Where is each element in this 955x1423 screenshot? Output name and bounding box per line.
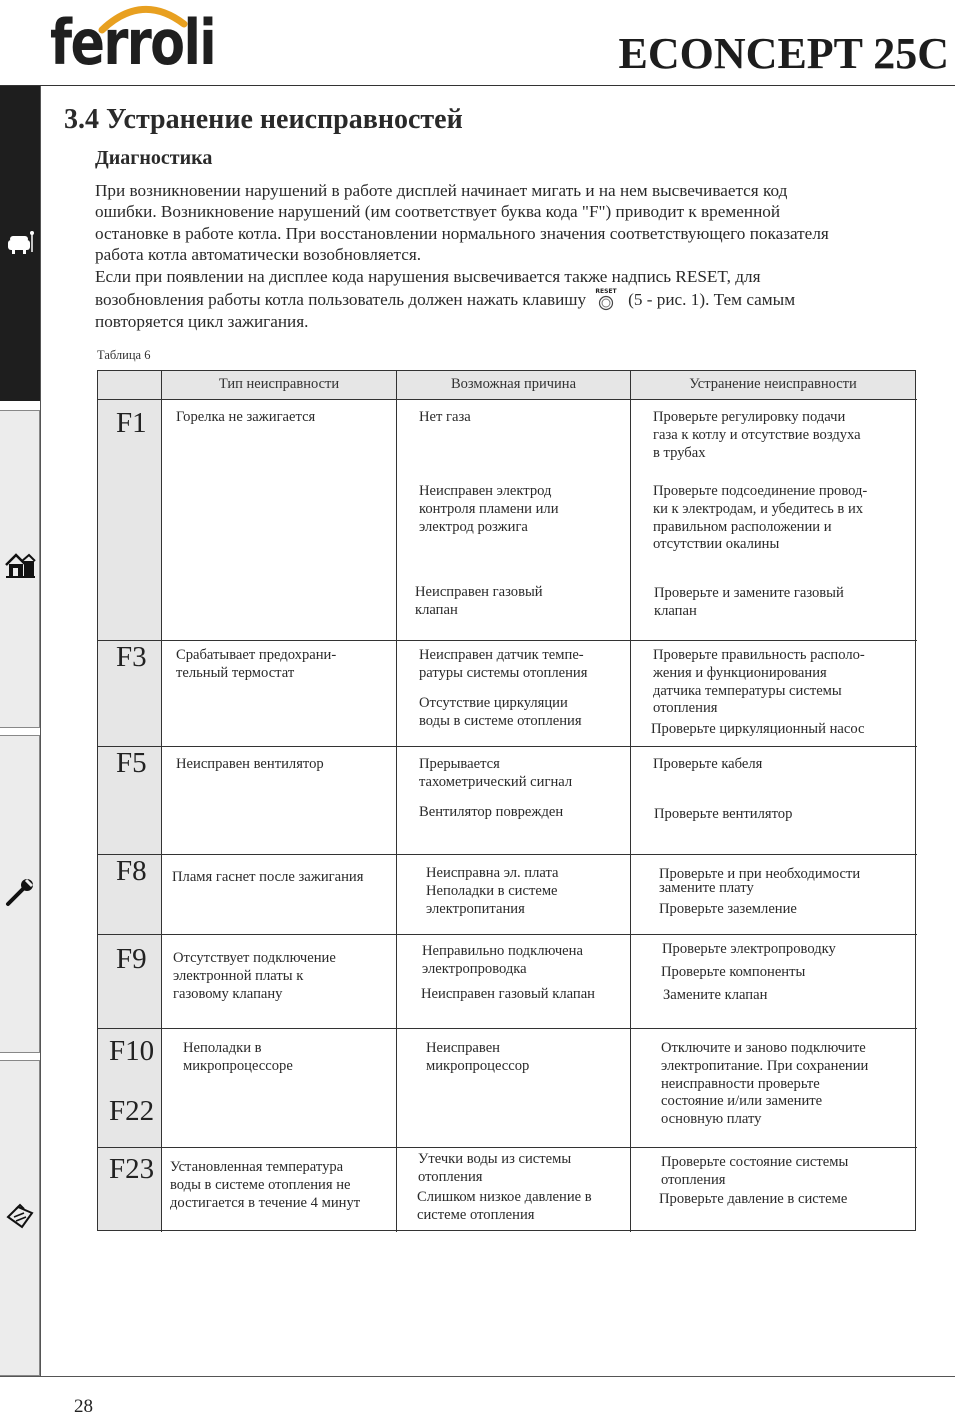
intro-line-part: (5 - рис. 1). Тем самым — [628, 290, 796, 310]
house-tab-icon — [4, 549, 36, 581]
fault-fix: Проверьте и при необходимости замените плату — [659, 866, 861, 896]
fault-code: F9 — [116, 943, 147, 975]
fault-type: Неполадки в микропроцессоре — [183, 1040, 293, 1074]
table-header-blank — [98, 371, 161, 399]
fault-cause: Прерывается тахометрический сигнал — [419, 756, 573, 790]
reset-button-icon — [594, 287, 618, 311]
side-tab-user[interactable] — [0, 86, 40, 401]
intro-line-part: возобновления работы котла пользователь должен нажать клавишу — [95, 290, 587, 310]
fault-code: F10 — [109, 1035, 155, 1067]
intro-line: остановке в работе котла. При восстановлении нормального значения соответствующего показателя — [95, 223, 829, 243]
fault-cause: Неисправен датчик темпе- ратуры системы отопления — [419, 647, 588, 681]
row-divider — [98, 399, 917, 400]
fault-type: Неисправен вентилятор — [176, 756, 324, 772]
ferroli-logo — [50, 0, 220, 82]
col-divider — [396, 371, 397, 1232]
header-divider — [0, 85, 955, 86]
intro-line: повторяется цикл зажигания. — [95, 312, 309, 332]
fault-fix: Замените клапан — [663, 987, 768, 1003]
side-divider — [40, 86, 41, 1376]
table-header-fix: Устранение неисправности — [631, 371, 915, 399]
clipboard-tab-icon — [4, 1199, 36, 1231]
col-divider — [630, 371, 631, 1232]
row-divider — [98, 934, 917, 935]
row-divider — [98, 1147, 917, 1148]
fault-code: F3 — [116, 641, 147, 673]
fault-code: F8 — [116, 855, 147, 887]
fault-type: Пламя гаснет после зажигания — [172, 869, 364, 885]
reset-icon-label: RESET — [595, 288, 617, 296]
section-subtitle: Диагностика — [95, 147, 213, 169]
model-title: ECONCEPT 25C — [618, 29, 949, 78]
fault-code: F22 — [109, 1095, 155, 1127]
fault-fix: Проверьте вентилятор — [654, 806, 793, 822]
fault-cause: Неисправен микропроцессор — [426, 1040, 530, 1074]
intro-line — [95, 287, 940, 311]
fault-cause: Неисправен электрод контроля пламени или электрод розжига — [419, 483, 559, 535]
section-title: 3.4 Устранение неисправностей — [64, 104, 463, 135]
fault-fix: Проверьте и замените газовый клапан — [654, 585, 844, 619]
footer-divider — [0, 1376, 955, 1377]
fault-fix: Проверьте состояние системы отопления — [661, 1154, 849, 1188]
table-header-cause: Возможная причина — [397, 371, 630, 399]
fault-fix: Проверьте циркуляционный насос — [651, 721, 865, 737]
fault-cause: Нет газа — [419, 409, 471, 425]
fault-fix: Проверьте кабеля — [653, 756, 763, 772]
fault-type: Горелка не зажигается — [176, 409, 316, 425]
fault-cause: Неисправна эл. плата Неполадки в системе электропитания — [426, 865, 559, 917]
logo-text: ferroli — [50, 6, 216, 79]
fault-cause: Неисправен газовый клапан — [415, 584, 543, 618]
fault-fix: Отключите и заново подключите электропитание. При сохранении неисправности проверьте состояние и/или замените основную плату — [661, 1040, 869, 1128]
intro-line: работа котла автоматически возобновляется. — [95, 245, 422, 265]
fault-type: Срабатывает предохрани- тельный термостат — [176, 647, 337, 681]
intro-text — [95, 180, 940, 332]
fault-fix: Проверьте давление в системе — [659, 1191, 848, 1207]
fault-cause: Вентилятор поврежден — [419, 804, 564, 820]
fault-cause: Неисправен газовый клапан — [421, 986, 595, 1002]
fault-code: F5 — [116, 747, 147, 779]
fault-type: Отсутствует подключение электронной платы к газовому клапану — [173, 950, 336, 1002]
table-caption: Таблица 6 — [97, 348, 151, 362]
fault-fix: Проверьте электропроводку — [662, 941, 836, 957]
row-divider — [98, 746, 917, 747]
fault-cause: Слишком низкое давление в системе отопления — [417, 1189, 592, 1223]
fault-fix: Проверьте компоненты — [661, 964, 806, 980]
side-tab-house[interactable] — [0, 410, 40, 728]
fault-cause: Неправильно подключена электропроводка — [422, 943, 583, 977]
fault-fix: Проверьте подсоединение провод- ки к электродам, и убедитесь в их правильном расположении и отсутствии окалины — [653, 483, 868, 553]
fault-type: Установленная температура воды в системе отопления не достигается в течение 4 минут — [170, 1159, 361, 1211]
row-divider — [98, 640, 917, 641]
fault-fix: Проверьте заземление — [659, 901, 797, 917]
side-tab-wrench[interactable] — [0, 735, 40, 1053]
intro-line: При возникновении нарушений в работе дисплей начинает мигать и на нем высвечивается код — [95, 181, 788, 200]
table-header-type: Тип неисправности — [162, 371, 396, 399]
user-tab-icon — [4, 226, 36, 258]
fault-cause: Утечки воды из системы отопления — [418, 1151, 572, 1185]
fault-code: F1 — [116, 407, 147, 439]
intro-line: Если при появлении на дисплее кода нарушения высвечивается также надпись RESET, для — [95, 266, 761, 286]
fault-table — [97, 370, 916, 1231]
page-number: 28 — [74, 1396, 93, 1417]
fault-fix: Проверьте регулировку подачи газа к котлу и отсутствие воздуха в трубах — [653, 409, 861, 461]
col-divider — [161, 371, 162, 1232]
fault-code: F23 — [109, 1153, 155, 1185]
fault-fix: Проверьте правильность располо- жения и функционирования датчика температуры системы отопления — [653, 647, 865, 717]
wrench-tab-icon — [4, 876, 36, 908]
row-divider — [98, 854, 917, 855]
row-divider — [98, 1028, 917, 1029]
intro-line: ошибки. Возникновение нарушений (им соответствует буква кода "F") приводит к временной — [95, 202, 781, 222]
side-tab-clipboard[interactable] — [0, 1060, 40, 1376]
fault-cause: Отсутствие циркуляции воды в системе отопления — [419, 695, 582, 729]
